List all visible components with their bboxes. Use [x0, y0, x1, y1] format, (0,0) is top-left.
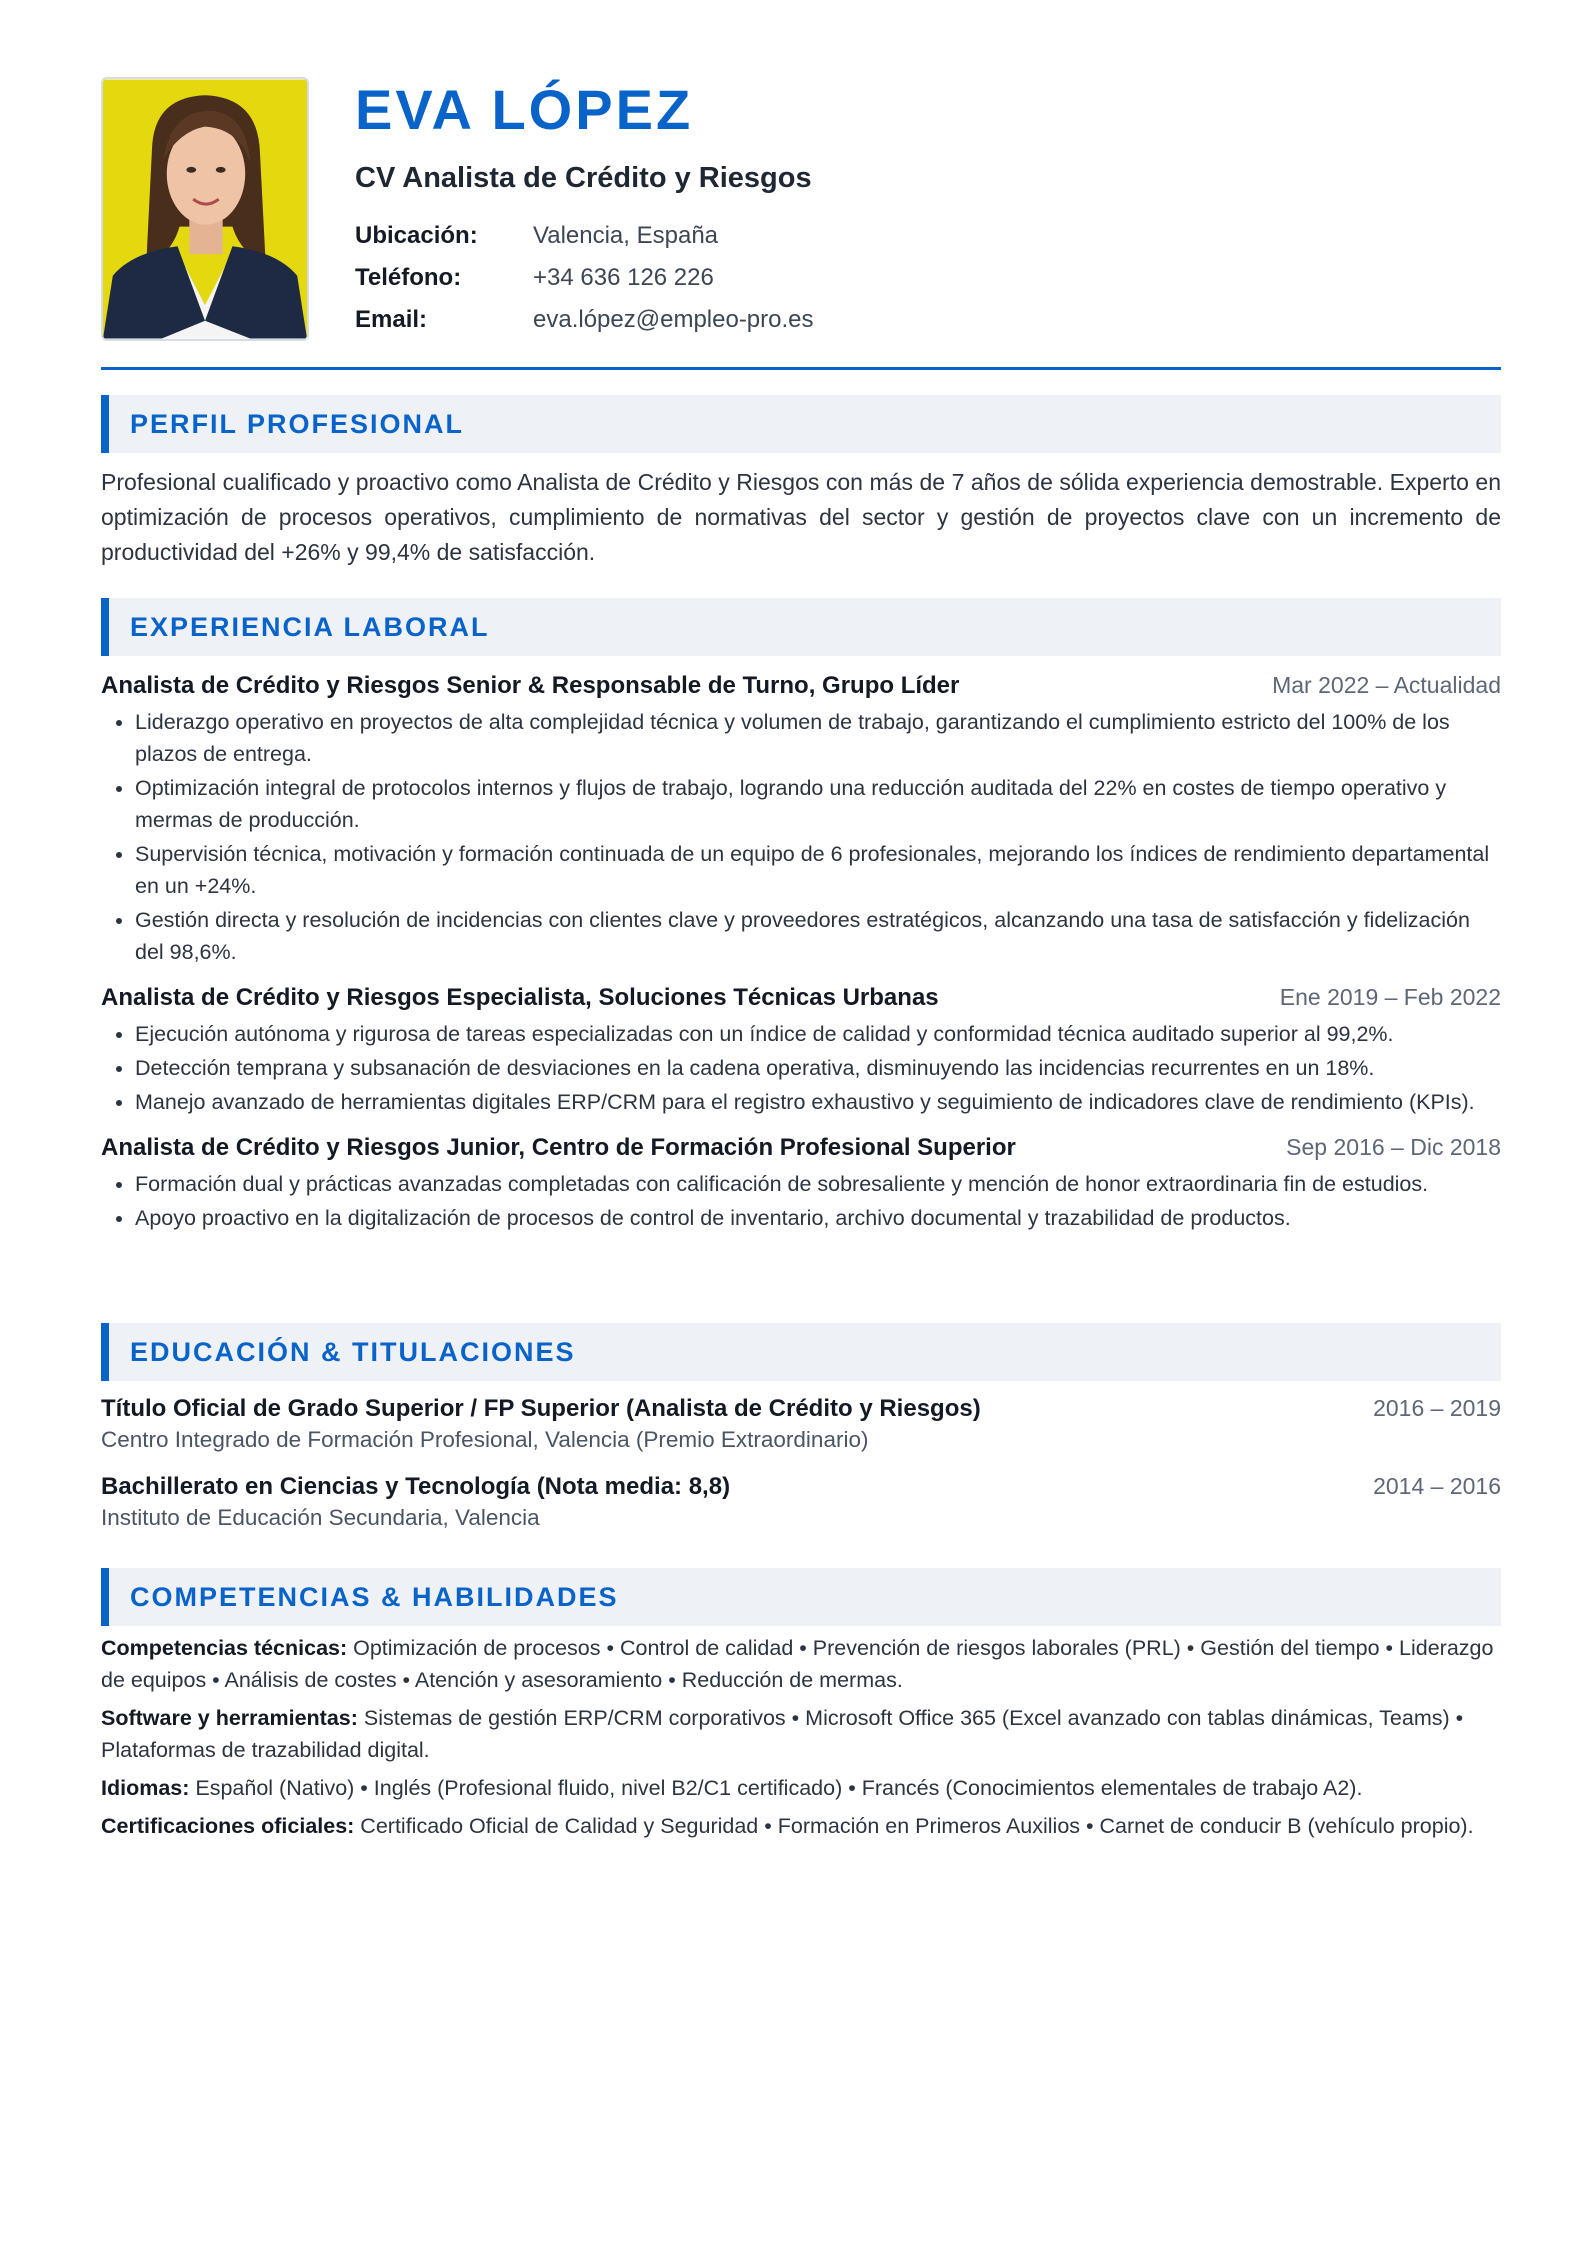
contact-value: eva.lópez@empleo-pro.es [533, 305, 814, 333]
job-bullets [101, 1018, 1501, 1118]
contact-label: Ubicación: [355, 221, 478, 249]
job-title: Analista de Crédito y Riesgos Junior, Centro de Formación Profesional Superior [101, 1134, 1016, 1161]
section-heading [101, 598, 1501, 656]
bullet-item: • Gestión directa y resolución de incidencias con clientes clave y proveedores estratégicos, alcanzando una tasa de satisfacción y fidelización del 98,6%. [135, 904, 1501, 968]
skill-label: Software y herramientas: [101, 1706, 358, 1730]
header-text [355, 77, 1501, 341]
bullet-item: • Liderazgo operativo en proyectos de alta complejidad técnica y volumen de trabajo, garantizando el cumplimiento estricto del 100% de los plazos de entrega. [135, 706, 1501, 770]
contact-info [355, 215, 1501, 341]
education-entry [101, 1395, 1501, 1453]
job-entry [101, 1134, 1501, 1234]
section-heading-label: EDUCACIÓN & TITULACIONES [130, 1336, 576, 1367]
section-heading-label: EXPERIENCIA LABORAL [130, 611, 490, 642]
education-entry [101, 1473, 1501, 1531]
skill-line [101, 1632, 1501, 1696]
skill-text: Optimización de procesos • Control de calidad • Prevención de riesgos laborales (PRL) • Gestión del tiempo • Liderazgo de equipos • Análisis de costes • Atención y asesoramiento • Reducción de mermas. [101, 1636, 1494, 1692]
section-education [101, 1323, 1501, 1531]
section-heading-label: PERFIL PROFESIONAL [130, 408, 465, 439]
bullet-item: • Formación dual y prácticas avanzadas completadas con calificación de sobresaliente y mención de honor extraordinaria fin de estudios. [135, 1168, 1501, 1200]
bullet-item: • Manejo avanzado de herramientas digitales ERP/CRM para el registro exhaustivo y seguimiento de indicadores clave de rendimiento (KPIs). [135, 1086, 1501, 1118]
job-date: Sep 2016 – Dic 2018 [1286, 1134, 1501, 1160]
job-title: Analista de Crédito y Riesgos Especialista, Soluciones Técnicas Urbanas [101, 984, 939, 1011]
profile-photo [101, 77, 309, 341]
bullet-item: • Apoyo proactivo en la digitalización de procesos de control de inventario, archivo documental y trazabilidad de productos. [135, 1202, 1501, 1234]
education-institution: Centro Integrado de Formación Profesional, Valencia (Premio Extraordinario) [101, 1427, 869, 1452]
header-divider [101, 367, 1501, 370]
education-date: 2016 – 2019 [1373, 1395, 1501, 1421]
job-header [101, 984, 1501, 1012]
skill-line [101, 1772, 1501, 1804]
job-header [101, 1134, 1501, 1162]
contact-value: +34 636 126 226 [533, 263, 714, 291]
bullet-item: • Optimización integral de protocolos internos y flujos de trabajo, logrando una reducción auditada del 22% en costes de tiempo operativo y mermas de producción. [135, 772, 1501, 836]
job-date: Ene 2019 – Feb 2022 [1279, 984, 1501, 1010]
section-heading-label: COMPETENCIAS & HABILIDADES [130, 1581, 619, 1612]
education-header [101, 1473, 1501, 1501]
resume-header [101, 77, 1501, 341]
job-entry [101, 672, 1501, 968]
education-header [101, 1395, 1501, 1423]
skill-text: Certificado Oficial de Calidad y Seguridad • Formación en Primeros Auxilios • Carnet de conducir B (vehículo propio). [354, 1814, 1474, 1838]
education-date: 2014 – 2016 [1373, 1473, 1501, 1499]
education-title: Bachillerato en Ciencias y Tecnología (Nota media: 8,8) [101, 1473, 731, 1500]
bullet-item: • Detección temprana y subsanación de desviaciones en la cadena operativa, disminuyendo las incidencias recurrentes en un 18%. [135, 1052, 1501, 1084]
job-header [101, 672, 1501, 700]
section-skills [101, 1568, 1501, 1842]
contact-label: Email: [355, 305, 428, 333]
section-experience [101, 598, 1501, 1236]
job-date: Mar 2022 – Actualidad [1272, 672, 1501, 698]
contact-row-email [355, 299, 1501, 341]
bullet-item: • Supervisión técnica, motivación y formación continuada de un equipo de 6 profesionales, mejorando los índices de rendimiento departamental en un +24%. [135, 838, 1501, 902]
bullet-item: • Ejecución autónoma y rigurosa de tareas especializadas con un índice de calidad y conformidad técnica auditado superior al 99,2%. [135, 1018, 1501, 1050]
contact-value: Valencia, España [533, 221, 719, 249]
job-entry [101, 984, 1501, 1118]
section-heading [101, 1323, 1501, 1381]
contact-row-phone [355, 257, 1501, 299]
education-title: Título Oficial de Grado Superior / FP Superior (Analista de Crédito y Riesgos) [101, 1395, 981, 1422]
contact-label: Teléfono: [355, 263, 462, 291]
job-bullets [101, 706, 1501, 968]
section-heading [101, 1568, 1501, 1626]
skill-label: Competencias técnicas: [101, 1636, 348, 1660]
section-profile [101, 395, 1501, 570]
contact-row-location [355, 215, 1501, 257]
resume-page [101, 77, 1501, 1838]
section-heading [101, 395, 1501, 453]
skill-label: Idiomas: [101, 1776, 190, 1800]
education-institution: Instituto de Educación Secundaria, Valencia [101, 1505, 540, 1530]
job-title: Analista de Crédito y Riesgos Senior & Responsable de Turno, Grupo Líder [101, 672, 960, 699]
skill-text: Español (Nativo) • Inglés (Profesional fluido, nivel B2/C1 certificado) • Francés (Conocimientos elementales de trabajo A2). [189, 1776, 1363, 1800]
skill-label: Certificaciones oficiales: [101, 1814, 355, 1838]
skill-line [101, 1810, 1501, 1842]
profile-text: Profesional cualificado y proactivo como Analista de Crédito y Riesgos con más de 7 años de sólida experiencia demostrable. Experto en optimización de procesos operativos, cumplimiento de normativas del sector y gestión de proyectos clave con un incremento de productividad del +26% y 99,4% de satisfacción. [101, 469, 1501, 565]
job-bullets [101, 1168, 1501, 1234]
skill-text: Sistemas de gestión ERP/CRM corporativos • Microsoft Office 365 (Excel avanzado con tablas dinámicas, Teams) • Plataformas de trazabilidad digital. [101, 1706, 1464, 1762]
skill-line [101, 1702, 1501, 1766]
cv-title: CV Analista de Crédito y Riesgos [355, 161, 812, 194]
candidate-name: EVA LÓPEZ [355, 78, 694, 141]
